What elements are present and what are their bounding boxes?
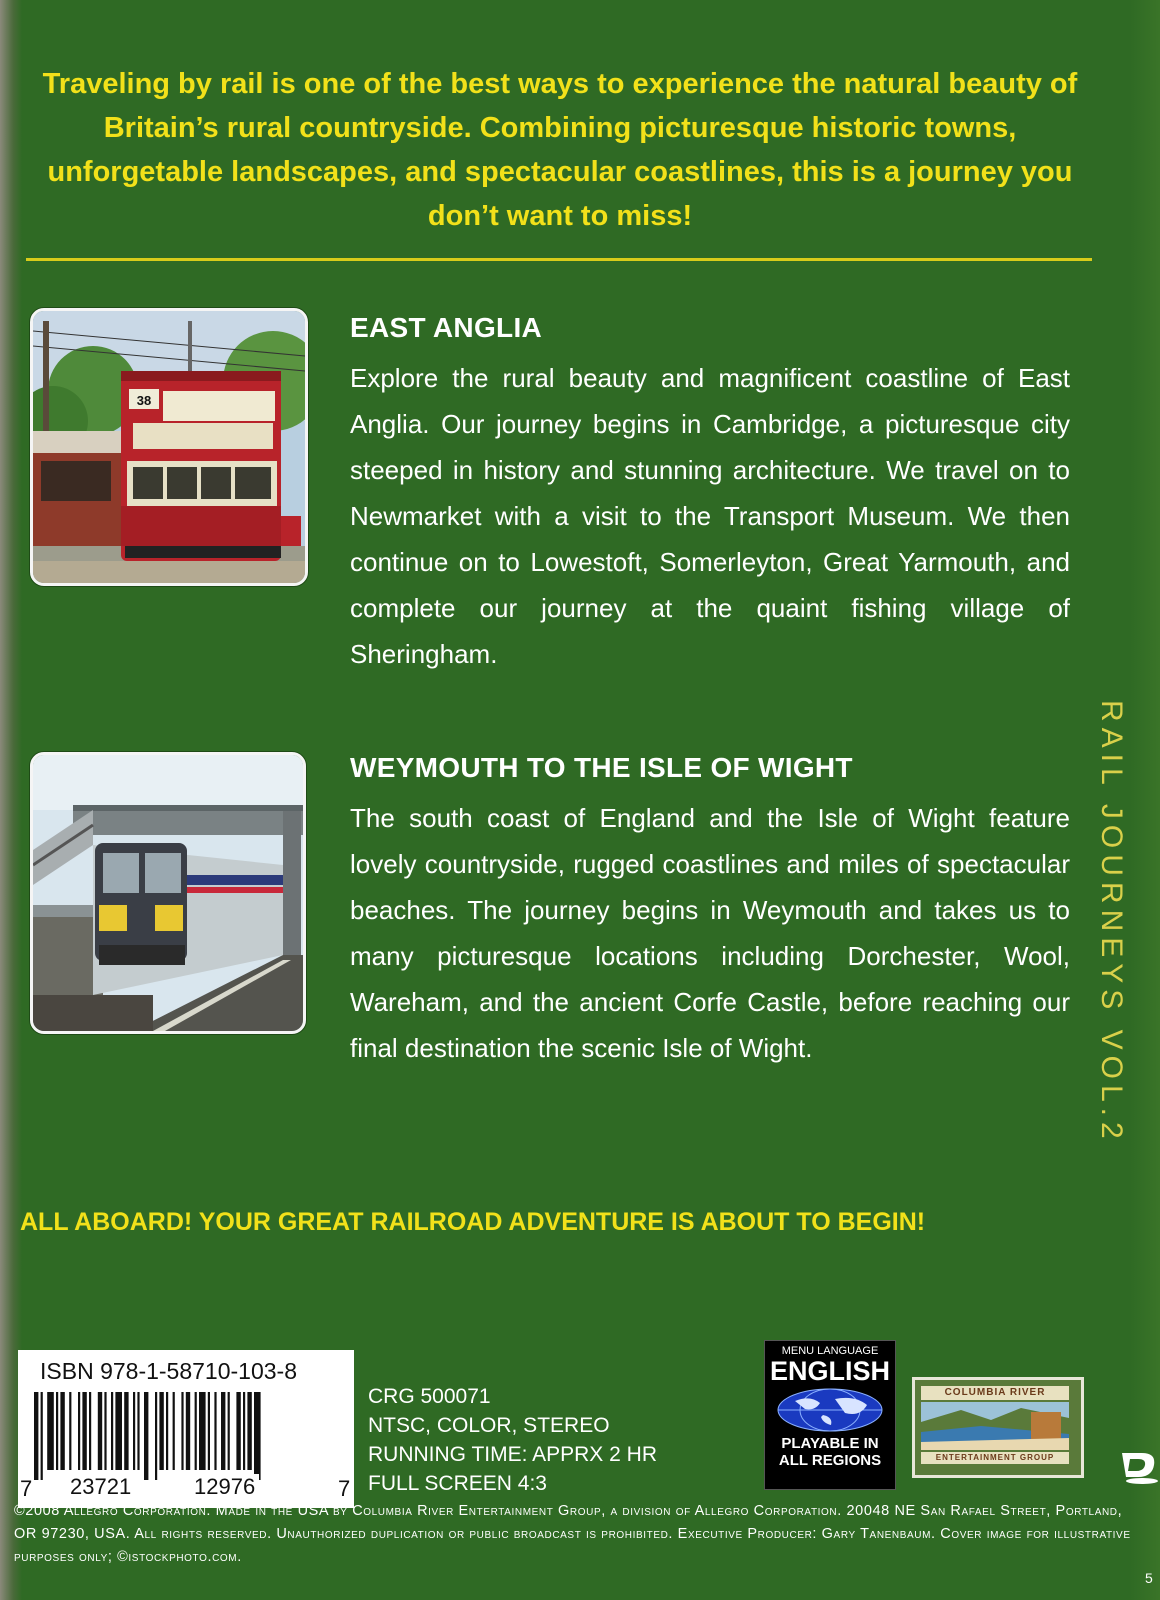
barcode-bar [243, 1392, 245, 1470]
spec-catalog-number: CRG 500071 [368, 1385, 491, 1408]
section-title-east-anglia: EAST ANGLIA [350, 312, 543, 343]
language-badge-top: MENU LANGUAGE [781, 1345, 879, 1357]
barcode-bar [124, 1392, 128, 1470]
barcode-bar [111, 1392, 113, 1470]
barcode-group-1: 23721 [66, 1474, 135, 1500]
barcode-bar [104, 1392, 106, 1470]
barcode-bar [195, 1392, 197, 1470]
language-badge [764, 1340, 896, 1490]
barcode-bar [208, 1392, 210, 1470]
river-scene-icon [921, 1402, 1069, 1450]
divider-line [26, 258, 1092, 261]
barcode-bar [247, 1392, 251, 1470]
barcode-digit-right: 7 [338, 1476, 351, 1501]
barcode-bar [78, 1392, 80, 1470]
copyright-notice: ©2008 Allegro Corporation. Made in the USA by Columbia River Entertainment Group, a division of Allegro Corporation. 20048 NE San Rafael Street, Portland, OR 97230, USA. All rights reserved. Unauthorized duplication or public broadcast is prohibited. Executive Producer: Gary Tanenbaum. Cover image for illustrative purposes only; ©istockphoto.com. [14, 1503, 1131, 1565]
barcode-bar [199, 1392, 206, 1470]
barcode-bar [166, 1392, 168, 1470]
publisher-logo [912, 1377, 1084, 1478]
isbn-number: ISBN 978-1-58710-103-8 [40, 1358, 297, 1384]
barcode-bar [221, 1392, 225, 1470]
barcode-bar [34, 1392, 38, 1480]
barcode-bar [133, 1392, 135, 1470]
language-badge-line1: PLAYABLE IN [781, 1435, 879, 1452]
barcode-bar [89, 1392, 91, 1470]
page-number: 5 [1145, 1570, 1153, 1586]
barcode-bar [236, 1392, 240, 1470]
series-title-text: RAIL JOURNEYS VOL.2 [1095, 700, 1128, 1145]
publisher-logo-bottom: ENTERTAINMENT GROUP [921, 1452, 1069, 1464]
barcode-bar [186, 1392, 190, 1470]
language-badge-language: ENGLISH [769, 1356, 890, 1386]
barcode-bar [137, 1392, 139, 1470]
barcode-bar [82, 1392, 86, 1470]
barcode-bar [228, 1392, 230, 1470]
barcode-bar [98, 1392, 102, 1470]
section-body-weymouth: The south coast of England and the Isle of Wight feature lovely countryside, rugged coastlines and miles of spectacular beaches. The journey begins in Weymouth and takes us to many picturesque locations including Dorchester, Wool, Wareham, and the ancient Corfe Castle, before reaching our final destination the scenic Isle of Wight. [350, 803, 1070, 1063]
train-photo [30, 752, 306, 1034]
section-title-weymouth: WEYMOUTH TO THE ISLE OF WIGHT [350, 752, 853, 783]
tram-photo [30, 308, 308, 586]
spec-aspect-ratio: FULL SCREEN 4:3 [368, 1472, 547, 1495]
barcode-bar [115, 1392, 122, 1470]
barcode-bar [47, 1392, 54, 1470]
barcode-bar [214, 1392, 216, 1470]
language-badge-line2: ALL REGIONS [778, 1452, 882, 1469]
tram-illustration [33, 311, 305, 583]
globe-icon [775, 1387, 885, 1433]
barcode-bar [69, 1392, 71, 1470]
tram-route-number: 38 [136, 393, 152, 408]
barcode-group-2: 12976 [190, 1474, 259, 1500]
barcode-digit-left: 7 [20, 1476, 33, 1501]
spec-format: NTSC, COLOR, STEREO [368, 1414, 610, 1437]
spec-running-time: RUNNING TIME: APPRX 2 HR [368, 1443, 657, 1466]
barcode-bar [159, 1392, 163, 1470]
barcode-bar [41, 1392, 43, 1480]
barcode-box [18, 1350, 354, 1508]
train-illustration [33, 755, 303, 1031]
right-edge-strip [1130, 0, 1160, 1600]
section-body-east-anglia: Explore the rural beauty and magnificent coastline of East Anglia. Our journey begins in Cambridge, a picturesque city steeped in history and stunning architecture. We travel on to Newmarket with a visit to the Transport Museum. We then continue on to Lowestoft, Somerleyton, Great Yarmouth, and complete our journey at the quaint fishing village of Sheringham. [350, 363, 1070, 669]
specs-list [368, 1382, 657, 1498]
barcode-bars [34, 1392, 336, 1480]
tagline: ALL ABOARD! YOUR GREAT RAILROAD ADVENTURE IS ABOUT TO BEGIN! [20, 1208, 926, 1236]
barcode-bar [60, 1392, 64, 1470]
barcode-bar [254, 1392, 261, 1480]
barcode-bar [181, 1392, 183, 1470]
barcode-bar [155, 1392, 157, 1480]
barcode-bar [173, 1392, 175, 1470]
publisher-logo-top: COLUMBIA RIVER [921, 1386, 1069, 1400]
dvd-logo-icon [1120, 1445, 1160, 1485]
barcode-bar [56, 1392, 58, 1470]
intro-paragraph: Traveling by rail is one of the best ways to experience the natural beauty of Britain’s rural countryside. Combining picturesque historic towns, unforgetable landscapes, and spectacular coastlines, this is a journey you don’t want to miss! [42, 68, 1078, 232]
barcode-bar [144, 1392, 148, 1480]
